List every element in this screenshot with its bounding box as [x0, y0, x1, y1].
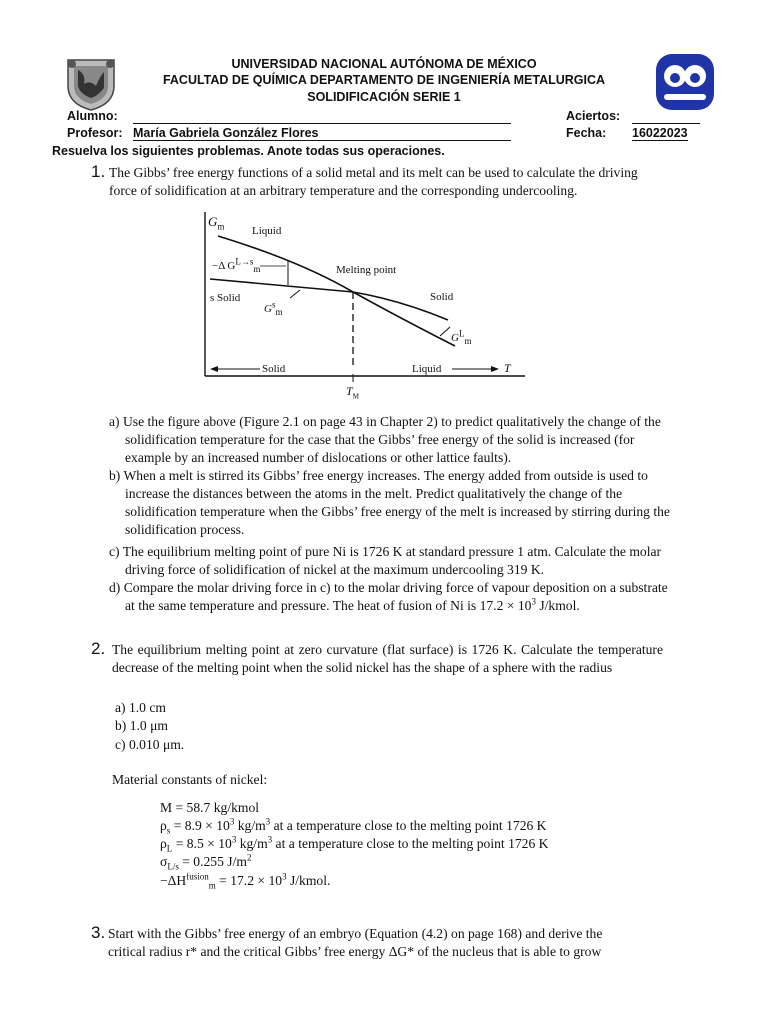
instructions: Resuelva los siguientes problemas. Anote todas sus operaciones. [52, 144, 445, 158]
problem-1-item-d: d) Compare the molar driving force in c) to the molar driving force of vapour deposition on a substrate at the same temperature and pressure. The heat of fusion of Ni is $17.2 \times 10^3$ J/kmol. [109, 580, 668, 613]
aciertos-label: Aciertos: [566, 109, 621, 123]
figure-gs-label: $G^s_m$ [264, 299, 283, 318]
figure-axis-t-label: T [504, 361, 511, 375]
problem-1-intro-line1: The Gibbs’ free energy functions of a solid metal and its melt can be used to calculate the driving [109, 165, 638, 180]
alumno-label: Alumno: [67, 109, 118, 123]
figure-axis-solid-label: Solid [262, 363, 286, 375]
problem-3-number: 3. [91, 923, 106, 942]
figure-tm-label: $T_M$ [346, 384, 359, 401]
course-title: SOLIDIFICACIÓN SERIE 1 [307, 90, 461, 104]
figure-melting-point-label: Melting point [336, 264, 397, 276]
gibbs-energy-figure [200, 206, 530, 402]
figure-gm-label: $G_m$ [208, 214, 225, 232]
figure-delta-g-label: −Δ $G^{L\to s}_m$ [212, 256, 261, 275]
solid-gibbs-curve [210, 279, 448, 320]
problem-2-number: 2. [91, 639, 106, 658]
faculty-title: FACULTAD DE QUÍMICA DEPARTAMENTO DE INGENIERÍA METALURGICA [162, 73, 606, 87]
problem-1-item-b: b) When a melt is stirred its Gibbs’ free energy increases. The energy added from outside is used to increase the distances between the atoms in the melt. Predict qualitatively the change of the solidification temperature when the Gibbs’ free energy of the melt is increased by stirring during the solidification process. [109, 468, 670, 537]
profesor-label: Profesor: [67, 126, 123, 140]
problem-2-intro: The equilibrium melting point at zero curvature (flat surface) is 1726 K. Calculate the temperature decrease of the melting point when the solid nickel has the shape of a sphere with the radius [112, 642, 663, 675]
problem-3-line1: Start with the Gibbs’ free energy of an embryo (Equation (4.2) on page 168) and derive the [108, 926, 603, 941]
constant-sigma: $\sigma_{L/s} = 0.255$ $J/m^2$ [160, 852, 252, 872]
constant-rho-solid: $\rho_s = 8.9 \times 10^3$ $kg/m^3$ at a temperature close to the melting point 1726 K [160, 816, 547, 836]
gs-leader [290, 290, 300, 298]
problem-2-item-a: a) 1.0 cm [115, 700, 166, 715]
figure-axis-liquid-label: Liquid [412, 363, 442, 375]
problem-3-line2: critical radius r* and the critical Gibbs’ free energy ΔG* of the nucleus that is able to grow [108, 944, 602, 959]
problem-2-item-b: b) 1.0 μm [115, 718, 168, 733]
problem-1-intro-line2: force of solidification at an arbitrary temperature and the corresponding undercooling. [109, 183, 578, 198]
fecha-field[interactable]: 16022023 [632, 126, 688, 140]
alumno-field[interactable] [133, 109, 511, 124]
constants-title: Material constants of nickel: [112, 772, 268, 787]
figure-gl-label: $G^L_m$ [451, 328, 472, 347]
problem-1-number: 1. [91, 162, 106, 181]
problem-1-item-a: a) Use the figure above (Figure 2.1 on page 43 in Chapter 2) to predict qualitatively the change of the solidification temperature for the case that the Gibbs’ free energy of the solid is increased (for example by an increased number of dislocations or other lattice faults). [109, 414, 661, 465]
figure-solid-right-label: Solid [430, 291, 454, 303]
aciertos-field[interactable] [632, 109, 700, 124]
constant-rho-liquid: $\rho_L = 8.5 \times 10^3$ $kg/m^3$ at a temperature close to the melting point 1726 K [160, 834, 549, 854]
constant-molar-mass: M = 58.7 kg/kmol [160, 800, 260, 815]
gl-leader [440, 327, 450, 336]
problem-1-intro [109, 164, 669, 200]
university-title: UNIVERSIDAD NACIONAL AUTÓNOMA DE MÉXICO [231, 57, 537, 71]
fecha-label: Fecha: [566, 126, 607, 140]
profesor-field[interactable]: María Gabriela González Flores [133, 126, 511, 141]
problem-3-text [108, 925, 668, 961]
figure-s-solid-label: s Solid [210, 292, 241, 304]
constant-heat-of-fusion: $-\Delta H^{fusion}_m = 17.2 \times 10^3$ J/kmol. [160, 871, 331, 891]
figure-liquid-top-label: Liquid [252, 225, 282, 237]
problem-1-item-c: c) The equilibrium melting point of pure Ni is 1726 K at standard pressure 1 atm. Calculate the molar driving force of solidification of nickel at the maximum undercooling 319 K. [109, 544, 662, 577]
problem-2-item-c: c) 0.010 μm. [115, 737, 185, 752]
